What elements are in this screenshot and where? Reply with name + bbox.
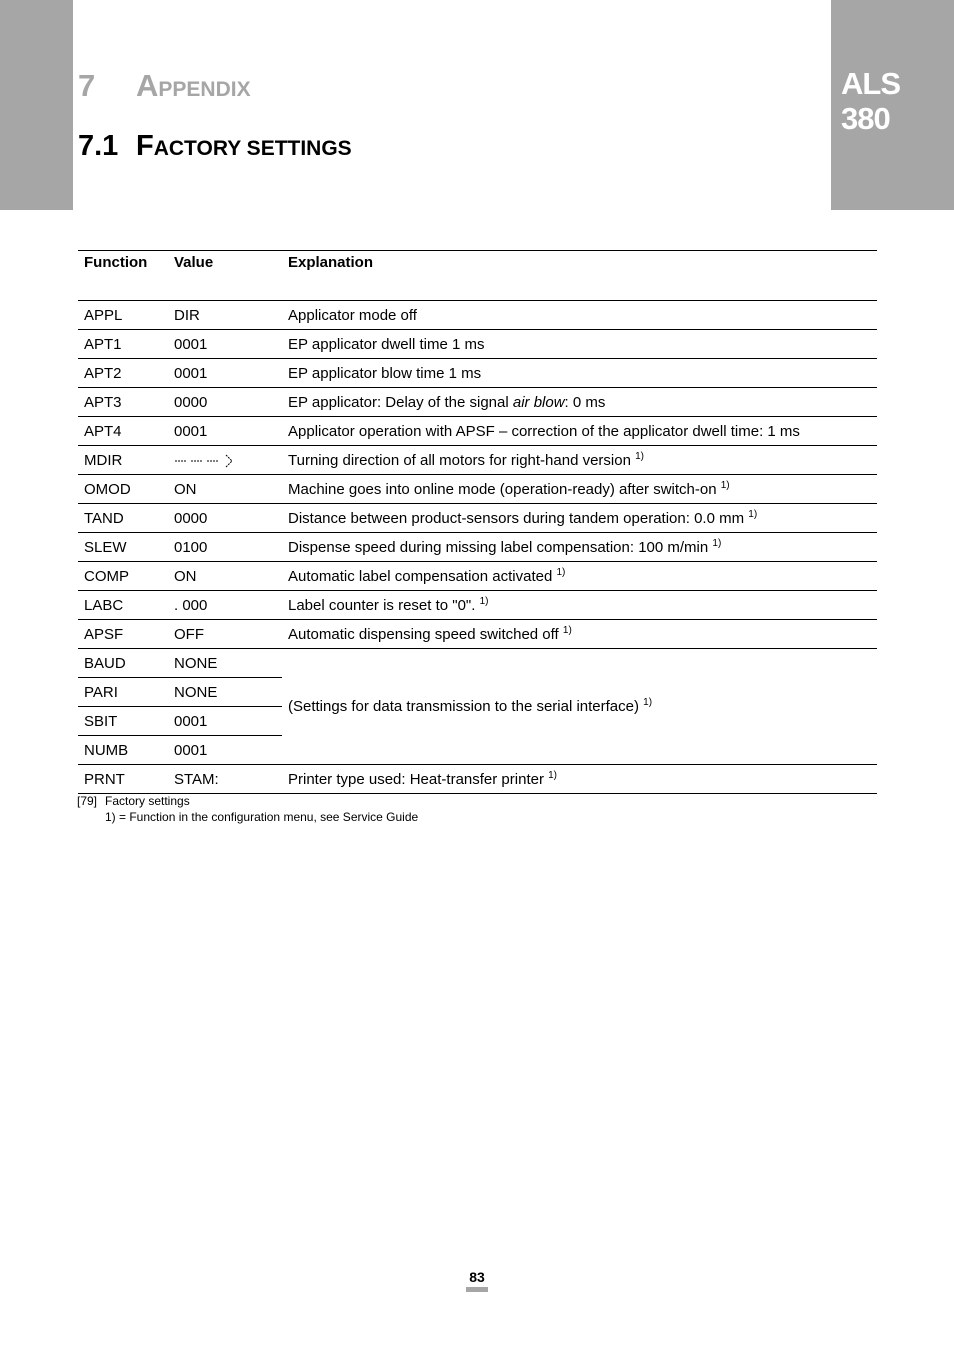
table-row [78, 504, 877, 533]
explanation-cell [282, 504, 877, 533]
value-cell: ON [168, 475, 282, 504]
explanation-text: Machine goes into online mode (operation-ready) after switch-on [288, 480, 717, 498]
value-cell: NONE [168, 649, 282, 678]
page-number: 83 [469, 1269, 485, 1285]
section-number: 7.1 [78, 130, 119, 162]
explanation-text: Distance between product-sensors during tandem operation: 0.0 mm [288, 509, 745, 527]
function-cell: MDIR [78, 446, 168, 475]
function-cell: APPL [78, 301, 168, 330]
table-row [78, 533, 877, 562]
footnote-marker: 1) [562, 624, 572, 636]
explanation-cell [282, 765, 877, 794]
footnote-marker: 1) [556, 566, 566, 578]
table-row [78, 301, 877, 330]
table-row [78, 475, 877, 504]
right-arrow-icon [174, 451, 236, 468]
footnote-marker: 1) [748, 508, 758, 520]
function-cell: BAUD [78, 649, 168, 678]
column-header-value: Value [168, 251, 282, 301]
table-row [78, 562, 877, 591]
table-row [78, 620, 877, 649]
table-row [78, 417, 877, 446]
value-cell: 0001 [168, 707, 282, 736]
table-row [78, 591, 877, 620]
table-header-row [78, 251, 877, 301]
section-title-rest: ACTORY SETTINGS [153, 137, 352, 160]
caption-line [77, 793, 418, 809]
left-header-band [0, 0, 73, 210]
function-cell: COMP [78, 562, 168, 591]
value-cell: 0001 [168, 736, 282, 765]
explanation-cell [282, 562, 877, 591]
function-cell: APT3 [78, 388, 168, 417]
explanation-text: Automatic dispensing speed switched off [288, 625, 559, 643]
footnote-marker: 1) [479, 595, 489, 607]
value-cell: 0000 [168, 504, 282, 533]
explanation-cell [282, 475, 877, 504]
footnote-marker: 1) [548, 769, 558, 781]
value-cell: DIR [168, 301, 282, 330]
column-header-explanation: Explanation [282, 251, 877, 301]
table-row [78, 446, 877, 475]
value-cell: 0001 [168, 359, 282, 388]
explanation-cell [282, 446, 877, 475]
function-cell: TAND [78, 504, 168, 533]
explanation-cell [282, 620, 877, 649]
explanation-text: EP applicator: Delay of the signal [288, 393, 513, 411]
section-title-initial: F [136, 130, 154, 162]
caption-title: Factory settings [105, 794, 190, 808]
value-cell: . 000 [168, 591, 282, 620]
explanation-cell [282, 591, 877, 620]
factory-settings-table [78, 250, 877, 794]
footnote-marker: 1) [635, 450, 645, 462]
table-row [78, 359, 877, 388]
table-caption [77, 793, 418, 825]
value-cell [168, 446, 282, 475]
explanation-cell: Applicator mode off [282, 301, 877, 330]
explanation-cell: EP applicator blow time 1 ms [282, 359, 877, 388]
explanation-text: Label counter is reset to "0". [288, 596, 476, 614]
explanation-text: : 0 ms [564, 393, 606, 411]
function-cell: APT4 [78, 417, 168, 446]
function-cell: APT2 [78, 359, 168, 388]
function-cell: SLEW [78, 533, 168, 562]
function-cell: NUMB [78, 736, 168, 765]
explanation-cell: Applicator operation with APSF – correction of the applicator dwell time: 1 ms [282, 417, 877, 446]
serial-settings-explanation-cell [282, 649, 877, 765]
footnote-marker: 1) [720, 479, 730, 491]
chapter-title-rest: PPENDIX [158, 78, 251, 101]
caption-footnote: 1) = Function in the configuration menu, see Service Guide [105, 810, 419, 824]
explanation-text: Printer type used: Heat-transfer printer [288, 770, 544, 788]
chapter-title-initial: A [136, 68, 159, 103]
product-line1: ALS [841, 66, 900, 101]
explanation-text: Dispense speed during missing label compensation: 100 m/min [288, 538, 709, 556]
value-cell: 0001 [168, 330, 282, 359]
table-row [78, 330, 877, 359]
caption-number: [79] [77, 794, 98, 808]
product-label [841, 66, 900, 136]
function-cell: OMOD [78, 475, 168, 504]
value-cell: ON [168, 562, 282, 591]
value-cell: 0001 [168, 417, 282, 446]
table-row [78, 765, 877, 794]
value-cell: STAM: [168, 765, 282, 794]
table-row [78, 649, 877, 678]
chapter-number: 7 [78, 68, 96, 103]
footnote-marker: 1) [643, 697, 653, 708]
function-cell: LABC [78, 591, 168, 620]
explanation-text: Automatic label compensation activated [288, 567, 553, 585]
value-cell: 0000 [168, 388, 282, 417]
explanation-italic: air blow [512, 393, 565, 411]
explanation-cell: EP applicator dwell time 1 ms [282, 330, 877, 359]
function-cell: PARI [78, 678, 168, 707]
value-cell: 0100 [168, 533, 282, 562]
table-row [78, 388, 877, 417]
footnote-marker: 1) [712, 537, 722, 549]
explanation-cell [282, 533, 877, 562]
value-cell: NONE [168, 678, 282, 707]
product-line2: 380 [841, 101, 890, 136]
explanation-cell [282, 388, 877, 417]
function-cell: SBIT [78, 707, 168, 736]
function-cell: APSF [78, 620, 168, 649]
explanation-text: Turning direction of all motors for right-hand version [288, 451, 631, 469]
section-heading [78, 126, 352, 169]
value-cell: OFF [168, 620, 282, 649]
column-header-function: Function [78, 251, 168, 301]
function-cell: APT1 [78, 330, 168, 359]
chapter-heading [78, 66, 251, 110]
explanation-text: (Settings for data transmission to the serial interface) [288, 698, 639, 715]
function-cell: PRNT [78, 765, 168, 794]
page-number-bar [466, 1287, 488, 1292]
